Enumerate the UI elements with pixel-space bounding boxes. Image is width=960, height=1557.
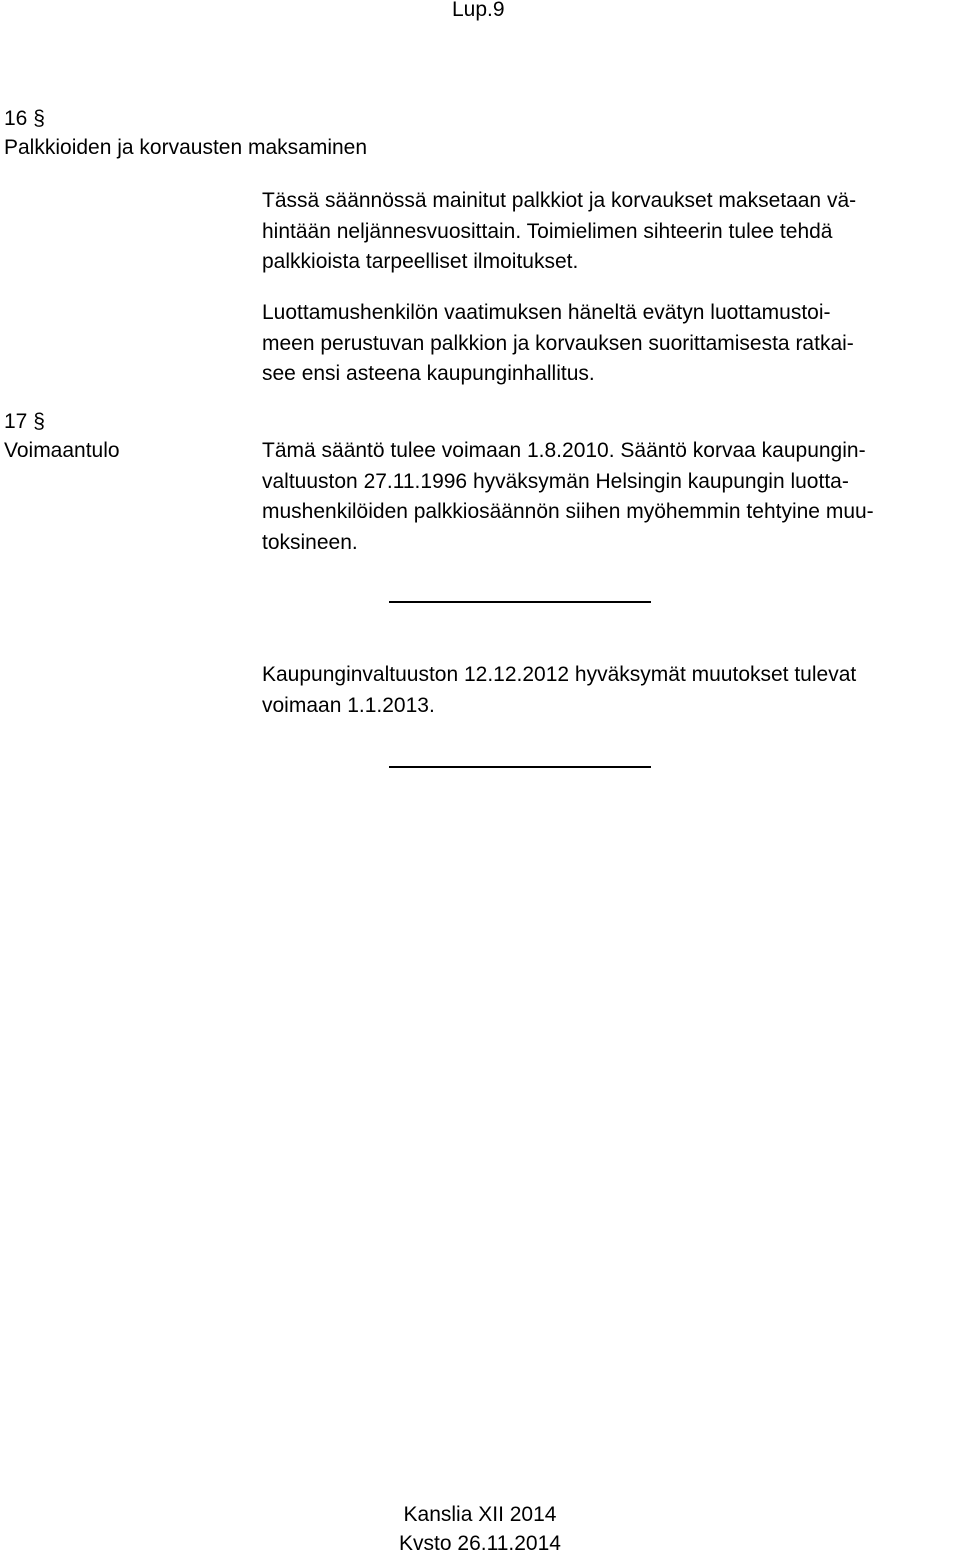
text-line: mushenkilöiden palkkiosäännön siihen myöhemmin tehtyine muu- — [262, 500, 874, 523]
section-17-paragraph — [262, 436, 874, 558]
text-line: see ensi asteena kaupunginhallitus. — [262, 362, 595, 385]
text-line: Luottamushenkilön vaatimuksen häneltä evätyn luottamustoi- — [262, 301, 831, 324]
text-line: Kaupunginvaltuuston 12.12.2012 hyväksymät muutokset tulevat — [262, 663, 857, 686]
section-16-number: 16 § — [4, 107, 45, 130]
text-line: Tässä säännössä mainitut palkkiot ja korvaukset maksetaan vä- — [262, 189, 857, 212]
page-number-label: Lup.9 — [452, 0, 505, 21]
section-17-number: 17 § — [4, 410, 45, 433]
text-line: hintään neljännesvuosittain. Toimielimen sihteerin tulee tehdä — [262, 219, 833, 243]
text-line: valtuuston 27.11.1996 hyväksymän Helsingin kaupungin luotta- — [262, 469, 849, 493]
section-16-title: Palkkioiden ja korvausten maksaminen — [4, 136, 368, 159]
text-line: palkkioista tarpeelliset ilmoitukset. — [262, 250, 579, 273]
divider-rule — [389, 766, 651, 768]
section-16-paragraph-2 — [262, 298, 854, 390]
text-line: Tämä sääntö tulee voimaan 1.8.2010. Sääntö korvaa kaupungin- — [262, 439, 866, 462]
section-17-title: Voimaantulo — [4, 439, 120, 462]
divider-rule — [389, 601, 651, 603]
text-line: voimaan 1.1.2013. — [262, 693, 435, 717]
section-16-paragraph-1 — [262, 186, 856, 278]
text-line: toksineen. — [262, 530, 358, 554]
footer-line-1: Kanslia XII 2014 — [403, 1503, 557, 1526]
text-line: meen perustuvan palkkion ja korvauksen suorittamisesta ratkai- — [262, 331, 854, 355]
amendment-note — [262, 660, 856, 721]
footer-line-2: Kvsto 26.11.2014 — [399, 1532, 561, 1555]
